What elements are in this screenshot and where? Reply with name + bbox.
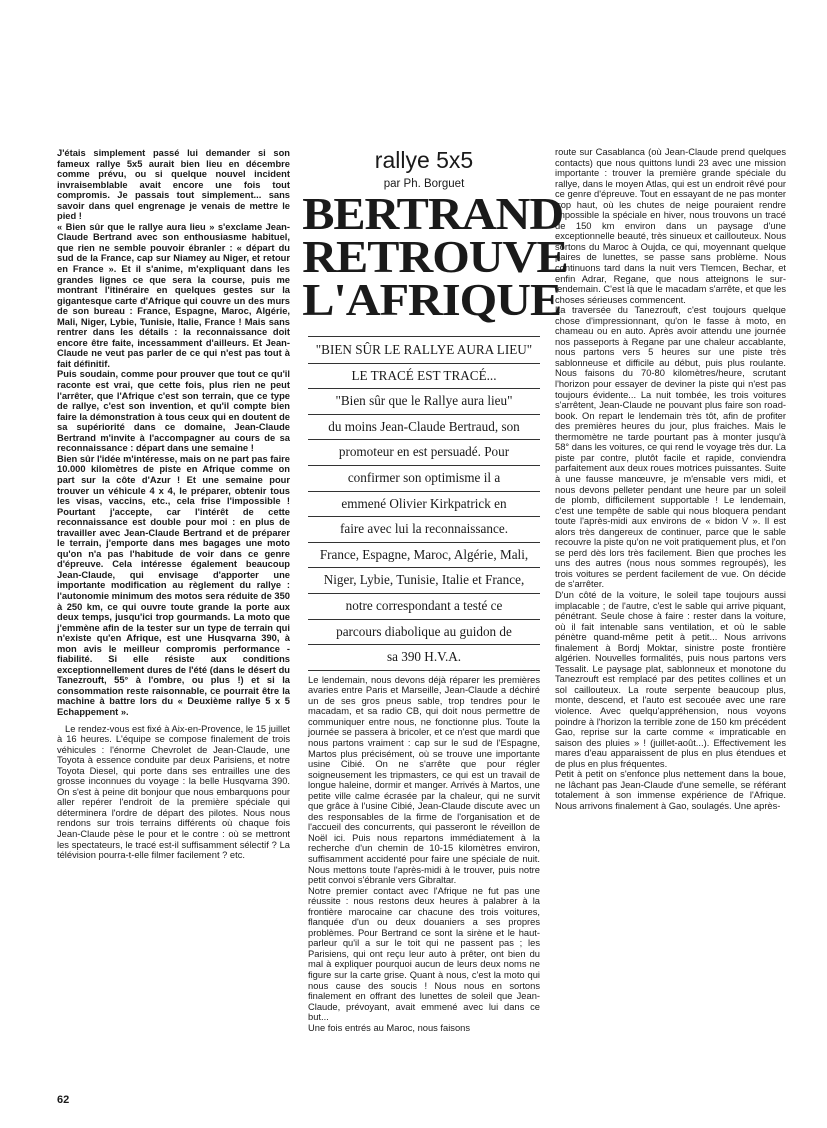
section-rubric: rallye 5x5 bbox=[374, 147, 474, 173]
page-number: 62 bbox=[57, 1094, 70, 1106]
body-paragraph: Le rendez-vous est fixé à Aix-en-Provence, le 15 juillet à 16 heures. L'équipe se compose finalement de trois véhicules : l'énorme Chevrolet de Jean-Claude, une Toyota à essence conduite par deux Parisiens, et notre Toyota Diesel, qui porte dans ses entrailles une des grosse inconnues du voyage : la belle Husqvarna 390. On s'est à peine dit bonjour que nous embarquons pour aller repérer l'endroit de la première spéciale qui déterminera l'ordre de départ des pilotes. Nous nous rendons sur trois terrains différents où chaque fois Jean-Claude pèse le pour et le contre : où se mettront les spectateurs, le tracé est-il suffisamment sélectif ? La télévision pourra-t-elle filmer facilement ? etc. bbox=[57, 723, 290, 861]
deck-line: promoteur en est persuadé. Pour bbox=[308, 444, 540, 466]
headline-line: BERTRAND bbox=[302, 188, 564, 239]
deck-line: France, Espagne, Maroc, Algérie, Mali, bbox=[308, 547, 540, 569]
deck-line: "BIEN SÛR LE RALLYE AURA LIEU" bbox=[308, 336, 540, 364]
article-deck bbox=[308, 336, 540, 671]
byline: par Ph. Borguet bbox=[383, 178, 465, 190]
deck-line: Niger, Lybie, Tunisie, Italie et France, bbox=[308, 572, 540, 594]
article-column-1 bbox=[57, 148, 290, 861]
article-headline bbox=[302, 188, 568, 325]
article-column-3 bbox=[555, 147, 786, 811]
body-paragraph: route sur Casablanca (où Jean-Claude prend quelques contacts) que nous quittons lundi 23 avec une mission importante : trouver la première grande spéciale du rallye, dans le moyen Atlas, qui est un endroit rêvé pour ce genre d'épreuve. Tout en essayant de ne pas monter trop haut, où les chutes de neige pouraient rendre impossible la spéciale en hiver, nous trouvons un tracé de 150 km environ dans un paysage d'une exceptionnelle beauté, très sinueux et caillouteux. Nous sortons du Maroc à Oujda, ce qui, moyennant quelque paires de lunettes, se passe sans problème. Nous continuons tard dans la nuit vers Tlemcen, Bechar, et enfin Adrar, Regane, que nous atteignons le sur-lendemain. C'est là que le macadam s'arrête, et que les choses sérieuses commencent. bbox=[555, 147, 786, 305]
headline-line: RETROUVE bbox=[302, 231, 568, 282]
headline-line: L'AFRIQUE bbox=[302, 274, 562, 325]
intro-paragraph: « Bien sûr que le rallye aura lieu » s'exclame Jean-Claude Bertrand avec son enthousiasme habituel, que rien ne semble pouvoir ébranler : « départ du sud de la France, cap sur Niamey au Niger, et retour en France ». Et il s'anime, m'expliquant dans les grandes lignes ce que sera la course, puis me montrant l'itinéraire en quelques gestes sur la gigantesque carte d'Afrique qui couvre un des murs de son bureau : France, Espagne, Maroc, Algérie, Mali, Niger, Lybie, Tunisie, Italie, France ! Mais sans rentrer dans les détails : la reconnaissance doit encore être faite, incessamment d'ailleurs. Et Jean-Claude ne veut pas parler de ce qui n'est pas tout à fait définitif. bbox=[57, 221, 290, 369]
deck-line: notre correspondant a testé ce bbox=[308, 598, 540, 620]
deck-line: "Bien sûr que le Rallye aura lieu" bbox=[308, 393, 540, 415]
body-paragraph: D'un côté de la voiture, le soleil tape toujours aussi implacable ; de l'autre, c'est le sable qui arrive piquant, pénétrant. Seule chose à faire : rester dans la voiture, où il fait intenable sans ventilation, et où le sable pénètre quand-même petit à petit... Nous arrivons finalement à Bordj Moktar, sinistre poste frontière algérien. Nouvelles formalités, puis nous partons vers Tessalit. Le paysage plat, sablonneux et monotone du Tanezrouft est remplacé par des petites collines et un sol caillouteux. La route serpente beaucoup plus, monte, descend, et l'auto est secouée avec une rare violence. Avec quelqu'appréhension, nous voyons poindre à l'horizon la terrible zone de 150 km précédent Gao, reprise sur la carte comme « impraticable en saison des pluies » ! (juillet-août...). Effectivement les mares d'eau apparaissent de plus en plus étendues et de plus en plus fréquentes. bbox=[555, 589, 786, 769]
body-paragraph: Notre premier contact avec l'Afrique ne fut pas une réussite : nous restons deux heures à palabrer à la frontière marocaine car chacune des trois voitures, flanquée d'un ou deux douaniers a ses propres problèmes. Pour Bertrand ce sont la sirène et le haut-parleur qu'il a sur le toit qui ne passent pas ; les Parisiens, qui ont reçu leur auto à prêter, ont bien du mal à expliquer pourquoi aucun de leurs deux noms ne figure sur la carte grise. Quant à nous, c'est la moto qui nous cause des soucis ! Nous nous en sortons finalement en offrant des lunettes de soleil que Jean-Claude, prévoyant, avait emmené avec lui dans ce but... bbox=[308, 885, 540, 1023]
deck-line: sa 390 H.V.A. bbox=[308, 649, 540, 671]
intro-paragraph: J'étais simplement passé lui demander si son fameux rallye 5x5 aurait bien lieu en décembre comme prévu, ou si quelque nouvel incident invraisemblable avait encore une fois tout compromis. Je passais tout simplement... sans savoir dans quel engrenage je venais de mettre le pied ! bbox=[57, 148, 290, 222]
intro-paragraph: Bien sûr l'idée m'intéresse, mais on ne part pas faire 10.000 kilomètres de piste en Afrique comme on part sur la côte d'Azur ! Et une semaine pour trouver un véhicule 4 x 4, le préparer, obtenir tous les visas, vaccins, etc., cela frise l'impossible ! Pourtant j'accepte, car l'intérêt de cette reconnaissance est double pour moi : en plus de travailler avec Jean-Claude Bertrand et de préparer le terrain, j'emporte dans mes bagages une moto qu'on n'a pas l'habitude de voir dans ce genre d'épreuve. Cela intéresse également beaucoup Jean-Claude, qui envisage d'apporter une importante modification au règlement du rallye : l'autonomie minimum des motos sera réduite de 350 à 250 km, ce qui ouvre toute grande la porte aux deux temps, jusqu'ici trop gourmands. La moto que j'emmène afin de la tester sur un type de terrain qui n'existe qu'en Afrique, est une Husqvarna 390, à mon avis le meilleur compromis performance - fiabilité. Si elle résiste aux conditions exceptionnellement dures de l'été (dans le désert du Tanezrouft, 55° à l'ombre, ou plus !) et si la consommation reste raisonnable, ce pourrait être la machine à battre lors du « Deuxième rallye 5 x 5 Echappement ». bbox=[57, 453, 290, 717]
intro-paragraph: Puis soudain, comme pour prouver que tout ce qu'il raconte est vrai, que cette fois, plus rien ne peut l'arrêter, que l'Afrique c'est son terrain, que ce type de rallye, c'est son invention, et qu'il compte bien faire la démonstration à tous ceux qui en doutent de sa supériorité dans ce domaine, Jean-Claude Bertrand m'invite à l'accompagner au cours de sa reconnaissance : départ dans une semaine ! bbox=[57, 369, 290, 454]
article-column-2 bbox=[302, 147, 568, 1033]
body-paragraph: Petit à petit on s'enfonce plus nettement dans la boue, ne lâchant pas Jean-Claude d'une semelle, se référant totalement à son immense expérience de l'Afrique. Nous arrivons finalement à Gao, soulagés. Une après- bbox=[555, 769, 786, 811]
deck-line: du moins Jean-Claude Bertraud, son bbox=[308, 419, 540, 441]
body-paragraph: Une fois entrés au Maroc, nous faisons bbox=[308, 1022, 471, 1033]
deck-line: faire avec lui la reconnaissance. bbox=[308, 521, 540, 543]
body-paragraph: Le lendemain, nous devons déjà réparer les premières avaries entre Paris et Marseille, Jean-Claude a déchiré un de ses gros pneus sable, trop tendres pour le macadam, et sa radio CB, qui doit nous permettre de communiquer entre nous, ne fonctionne plus. Toute la journée se passera à bricoler, et ce n'est que mardi que nous partons vraiment : cap sur le sud de l'Espagne, Martos plus précisément, où se trouve une importante usine Cibié. On ne s'arrête que pour régler soigneusement les tripmasters, ce qui est un travail de longue haleine, dormir et manger. Arrivés à Martos, une petite ville calme écrasée par la chaleur, qui ne survit que grâce à l'usine Cibié, Jean-Claude discute avec un des responsables de la firme de l'organisation et de l'accueil des concurrents, qui passeront le réveillon de Noël ici. Puis nous repartons immédiatement à la recherche d'un chemin de 10-15 kilomètres environ, suffisamment accidenté pour faire une spéciale de nuit. Nous mettons toute l'après-midi à le trouver, puis notre petit convoi s'ébranle vers Gibraltar. bbox=[308, 674, 540, 886]
deck-line: parcours diabolique au guidon de bbox=[308, 624, 540, 646]
deck-line: LE TRACÉ EST TRACÉ... bbox=[308, 368, 540, 390]
deck-line: emmené Olivier Kirkpatrick en bbox=[308, 496, 540, 518]
body-paragraph: La traversée du Tanezrouft, c'est toujours quelque chose d'impressionnant, qu'on le fasse à moto, en chameau ou en auto. Après avoir attendu une journée nos passeports à Regane par une chaleur accablante, nous partons vers 5 heures sur une piste très sablonneuse et difficile au début, puis plus roulante. Nous faisons du 70-80 kilomètres/heure, scrutant l'horizon pour essayer de deviner la piste qui n'est pas toujours évidente... La nuit tombée, les trois voitures s'arrêtent, Jean-Claude ne pouvant plus faire son road-book. On repart le lendemain très tôt, afin de profiter des premières heures du jour, plus fraiches. Mais le thermomètre ne tarde pourtant pas à monter jusqu'à 58° dans les voitures, ce qui rend le voyage très dur. La piste par contre, plutôt facile et rapide, conviendra parfaitement aux deux roues motrices puissantes. Suite à une fausse manœuvre, je m'ensable vers midi, et nous devons pelleter pendant une heure par un soleil de plomb, difficilement supportable ! Le lendemain, c'est une tempête de sable qui nous bloquera pendant toute l'après-midi aux environs de « bidon V ». Il est alors très dangereux de continuer, parce que le sable recouvre la piste qu'on ne voit pratiquement plus, et l'on se perd dès lors très facilement. Bien que proches les uns des autres (nous nous sommes regroupés), les trois voitures se perdent facilement de vue. On décide de s'arrêter. bbox=[555, 305, 786, 590]
deck-line: confirmer son optimisme il a bbox=[308, 470, 540, 492]
